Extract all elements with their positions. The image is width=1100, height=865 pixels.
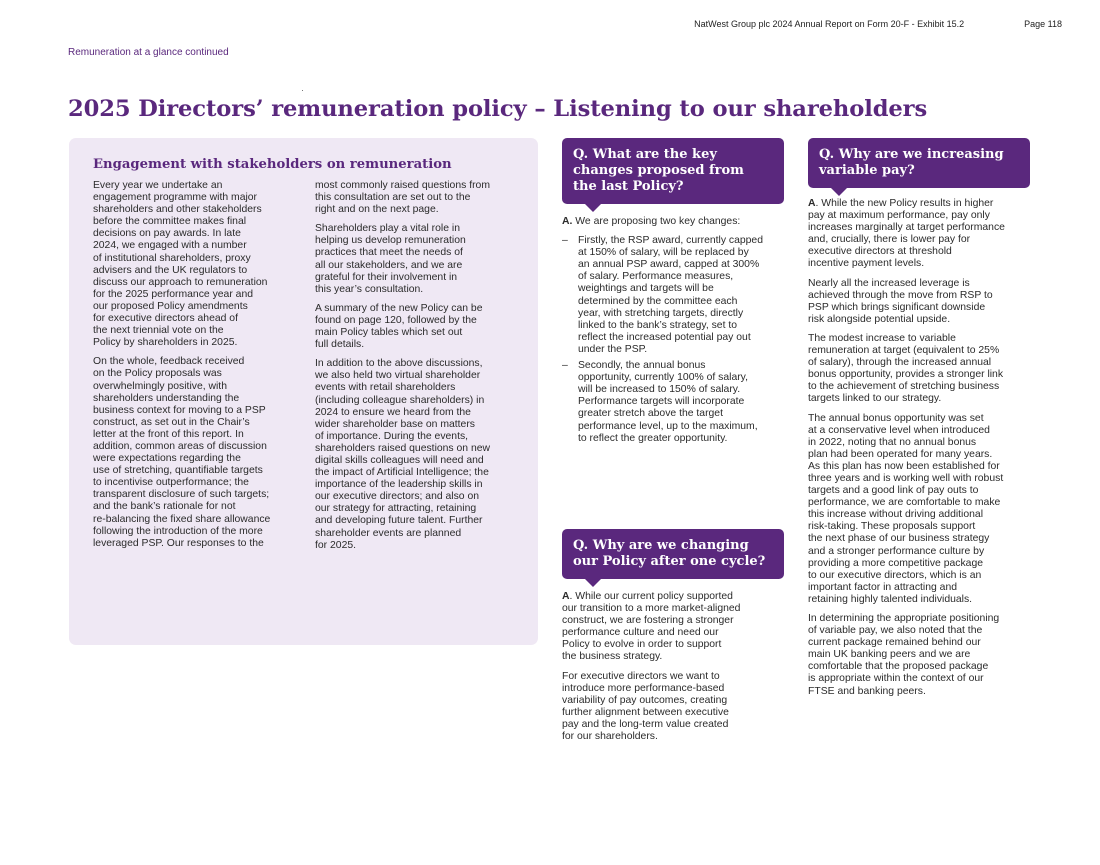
- text-line: of salary. Performance measures,: [578, 271, 734, 283]
- text-line: will be increased to 150% of salary.: [578, 384, 741, 396]
- text-line: advisers and the UK regulators to: [93, 264, 248, 276]
- text-line: weightings and targets will be: [578, 283, 714, 295]
- text-line: A summary of the new Policy can be: [315, 302, 483, 314]
- q2-question-box: [562, 529, 784, 579]
- text-line: main Policy tables which set out: [315, 327, 463, 339]
- text-line: of importance. During the events,: [315, 430, 469, 442]
- text-line: full details.: [315, 339, 365, 351]
- bullet-dash: –: [562, 360, 568, 372]
- engagement-panel: [69, 138, 538, 645]
- page-number: Page 118: [1024, 19, 1062, 29]
- text-line: providing a more competitive package: [808, 557, 984, 569]
- q1-question-box: [562, 138, 784, 204]
- text-line: for the 2025 performance year and: [93, 288, 253, 300]
- text-line: variability of pay outcomes, creating: [562, 694, 728, 706]
- text-line: is appropriate within the context of our: [808, 673, 984, 685]
- text-line: of salary), through the increased annual: [808, 357, 992, 369]
- stray-dot: [302, 90, 303, 91]
- bullet-dash: –: [562, 235, 568, 247]
- text-line: wider shareholder base on matters: [315, 418, 475, 430]
- text-line: use of stretching, quantifiable targets: [93, 465, 263, 477]
- q3-question-box: [808, 138, 1030, 188]
- paragraph: [808, 278, 1036, 326]
- text-line: important factor in attracting and: [808, 581, 958, 593]
- text-line: pay and the long-term value created: [562, 718, 729, 730]
- text-line: Nearly all the increased leverage is: [808, 277, 970, 289]
- paragraph: [93, 180, 303, 349]
- text-line: executive directors at threshold: [808, 246, 952, 258]
- text-line: incentive payment levels.: [808, 258, 925, 270]
- text-line: of variable pay, we also noted that the: [808, 625, 983, 637]
- text-line: and developing future talent. Further: [315, 515, 483, 527]
- q1-answer-intro: We are proposing two key changes:: [572, 216, 741, 227]
- text-line: and a stronger performance culture by: [808, 545, 985, 557]
- text-line: On the whole, feedback received: [93, 356, 245, 368]
- text-line: of institutional shareholders, proxy: [93, 252, 251, 264]
- text-line: performance culture and need our: [562, 627, 719, 639]
- q1-answer: [562, 216, 787, 445]
- q2-first-line: . While our current policy supported: [569, 591, 733, 602]
- text-line: right and on the next page.: [315, 204, 439, 216]
- paragraph: [315, 223, 525, 296]
- text-line: performance level, up to the maximum,: [578, 420, 758, 432]
- text-line: remuneration at target (equivalent to 25%: [808, 345, 1000, 357]
- text-line: the impact of Artificial Intelligence; the: [315, 467, 489, 479]
- q2-question-line: our Policy after one cycle?: [573, 554, 766, 569]
- q3-question-line: Q. Why are we increasing: [819, 147, 1004, 162]
- text-line: for 2025.: [315, 539, 357, 551]
- breadcrumb: Remuneration at a glance continued: [68, 47, 229, 58]
- text-line: shareholders understanding the: [93, 392, 240, 404]
- text-line: our executive directors; and also on: [315, 491, 480, 503]
- q1-question-line: the last Policy?: [573, 179, 684, 194]
- text-line: to the achievement of stretching business: [808, 381, 1000, 393]
- text-line: (including colleague shareholders) in: [315, 394, 485, 406]
- text-line: leveraged PSP. Our responses to the: [93, 537, 264, 549]
- text-line: an annual PSP award, capped at 300%: [578, 259, 760, 271]
- text-line: were expectations regarding the: [93, 453, 241, 465]
- text-line: introduce more performance-based: [562, 682, 725, 694]
- text-line: helping us develop remuneration: [315, 235, 466, 247]
- text-line: pay at maximum performance, pay only: [808, 210, 990, 222]
- text-line: increases marginally at target performance: [808, 222, 1005, 234]
- text-line: we also held two virtual shareholder: [315, 370, 481, 382]
- text-line: Performance targets will incorporate: [578, 396, 745, 408]
- text-line: current package remained behind our: [808, 637, 981, 649]
- q1-bullet-2: [562, 360, 787, 445]
- text-line: shareholders and other stakeholders: [93, 204, 262, 216]
- paragraph: [315, 180, 525, 216]
- text-line: Policy by shareholders in 2025.: [93, 337, 238, 349]
- text-line: targets and a good link of pay outs to: [808, 485, 979, 497]
- text-line: in 2022, noting that no annual bonus: [808, 436, 977, 448]
- text-line: our strategy for attracting, retaining: [315, 503, 477, 515]
- text-line: to incentivise outperformance; the: [93, 477, 249, 489]
- engagement-heading: Engagement with stakeholders on remuneration: [93, 157, 452, 172]
- text-line: and the bank’s rationale for not: [93, 501, 236, 513]
- page-header: [694, 19, 1062, 29]
- text-line: reflect the increased potential pay out: [578, 331, 751, 343]
- text-line: all our stakeholders, and we are: [315, 259, 463, 271]
- q3-answer: [808, 198, 1036, 705]
- text-line: at a conservative level when introduced: [808, 424, 990, 436]
- text-line: The annual bonus opportunity was set: [808, 412, 984, 424]
- text-line: Every year we undertake an: [93, 180, 223, 191]
- text-line: risk-taking. These proposals support: [808, 521, 976, 533]
- text-line: greater stretch above the target: [578, 408, 723, 420]
- text-line: our transition to a more market-aligned: [562, 603, 741, 615]
- text-line: targets linked to our strategy.: [808, 393, 942, 405]
- text-line: In addition to the above discussions,: [315, 358, 483, 370]
- text-line: under the PSP.: [578, 343, 648, 355]
- text-line: this consultation are set out to the: [315, 192, 471, 204]
- q3-first-line: . While the new Policy results in higher: [815, 198, 994, 209]
- text-line: business context for moving to a PSP: [93, 404, 266, 416]
- text-line: the business strategy.: [562, 651, 663, 663]
- q2-question-line: Q. Why are we changing: [573, 538, 749, 553]
- text-line: performance, we are comfortable to make: [808, 497, 1001, 509]
- text-line: determined by the committee each: [578, 295, 738, 307]
- engagement-column-1: [93, 180, 303, 557]
- text-line: most commonly raised questions from: [315, 180, 490, 191]
- paragraph: [315, 303, 525, 351]
- q1-question-line: Q. What are the key: [573, 147, 717, 162]
- paragraph: [808, 413, 1036, 607]
- text-line: In determining the appropriate positioning: [808, 613, 1000, 624]
- text-line: on the Policy proposals was: [93, 368, 222, 380]
- text-line: achieved through the move from RSP to: [808, 289, 993, 301]
- page-title: 2025 Directors’ remuneration policy – Listening to our shareholders: [68, 96, 928, 122]
- paragraph: [808, 613, 1036, 698]
- text-line: grateful for their involvement in: [315, 271, 458, 283]
- text-line: bonus opportunity, provides a stronger link: [808, 369, 1004, 381]
- q2-answer-label: A: [562, 591, 570, 602]
- text-line: Shareholders play a vital role in: [315, 223, 460, 235]
- text-line: The modest increase to variable: [808, 332, 956, 344]
- text-line: before the committee makes final: [93, 216, 247, 228]
- text-line: importance of the leadership skills in: [315, 479, 483, 491]
- text-line: risk alongside potential upside.: [808, 313, 951, 325]
- text-line: For executive directors we want to: [562, 670, 720, 682]
- text-line: digital skills colleagues will need and: [315, 454, 484, 466]
- text-line: PSP which brings significant downside: [808, 301, 986, 313]
- text-line: As this plan has now been established for: [808, 460, 1000, 472]
- text-line: 2024 to ensure we heard from the: [315, 406, 471, 418]
- text-line: for our shareholders.: [562, 731, 658, 743]
- text-line: 2024, we engaged with a number: [93, 240, 247, 252]
- paragraph: [808, 333, 1036, 406]
- text-line: Secondly, the annual bonus: [578, 360, 706, 372]
- text-line: this increase without driving additional: [808, 509, 984, 521]
- text-line: linked to the bank’s strategy, set to: [578, 319, 738, 331]
- text-line: at 150% of salary, will be replaced by: [578, 247, 749, 259]
- text-line: Firstly, the RSP award, currently capped: [578, 235, 763, 247]
- text-line: comfortable that the proposed package: [808, 661, 989, 673]
- text-line: this year’s consultation.: [315, 283, 424, 295]
- q2-answer: [562, 591, 787, 750]
- text-line: discuss our approach to remuneration: [93, 276, 268, 288]
- text-line: our proposed Policy amendments: [93, 300, 248, 312]
- text-line: addition, common areas of discussion: [93, 440, 267, 452]
- text-line: year, with stretching targets, directly: [578, 307, 744, 319]
- text-line: main UK banking peers and we are: [808, 649, 971, 661]
- report-title: NatWest Group plc 2024 Annual Report on Form 20-F - Exhibit 15.2: [694, 19, 965, 29]
- text-line: found on page 120, followed by the: [315, 314, 477, 326]
- text-line: the next triennial vote on the: [93, 325, 224, 337]
- q3-paragraphs: [808, 278, 1036, 698]
- q1-bullet-1: [562, 235, 787, 356]
- text-line: and, crucially, there is lower pay for: [808, 234, 971, 246]
- text-line: to our executive directors, which is an: [808, 569, 982, 581]
- text-line: retaining highly talented individuals.: [808, 593, 973, 605]
- text-line: further alignment between executive: [562, 706, 729, 718]
- text-line: FTSE and banking peers.: [808, 685, 926, 697]
- text-line: overwhelmingly positive, with: [93, 380, 227, 392]
- text-line: for executive directors ahead of: [93, 313, 238, 325]
- q1-answer-label: A.: [562, 216, 573, 227]
- text-line: decisions on pay awards. In late: [93, 228, 241, 240]
- q1-question-line: changes proposed from: [573, 163, 744, 178]
- text-line: shareholder events are planned: [315, 527, 462, 539]
- text-line: three years and is working well with robust: [808, 472, 1004, 484]
- text-line: re-balancing the fixed share allowance: [93, 513, 271, 525]
- text-line: events with retail shareholders: [315, 382, 456, 394]
- q3-answer-label: A: [808, 198, 816, 209]
- text-line: engagement programme with major: [93, 192, 258, 204]
- text-line: practices that meet the needs of: [315, 247, 463, 259]
- text-line: construct, as set out in the Chair’s: [93, 416, 250, 428]
- text-line: the next phase of our business strategy: [808, 533, 990, 545]
- q3-question-line: variable pay?: [819, 163, 915, 178]
- text-line: opportunity, currently 100% of salary,: [578, 372, 748, 384]
- text-line: shareholders raised questions on new: [315, 442, 491, 454]
- text-line: plan had been operated for many years.: [808, 448, 993, 460]
- text-line: to reflect the greater opportunity.: [578, 432, 728, 444]
- text-line: construct, we are fostering a stronger: [562, 615, 734, 627]
- text-line: following the introduction of the more: [93, 525, 263, 537]
- text-line: transparent disclosure of such targets;: [93, 489, 270, 501]
- paragraph: [93, 356, 303, 550]
- paragraph: [315, 358, 525, 552]
- text-line: Policy to evolve in order to support: [562, 639, 722, 651]
- text-line: letter at the front of this report. In: [93, 428, 244, 440]
- engagement-column-2: [315, 180, 525, 559]
